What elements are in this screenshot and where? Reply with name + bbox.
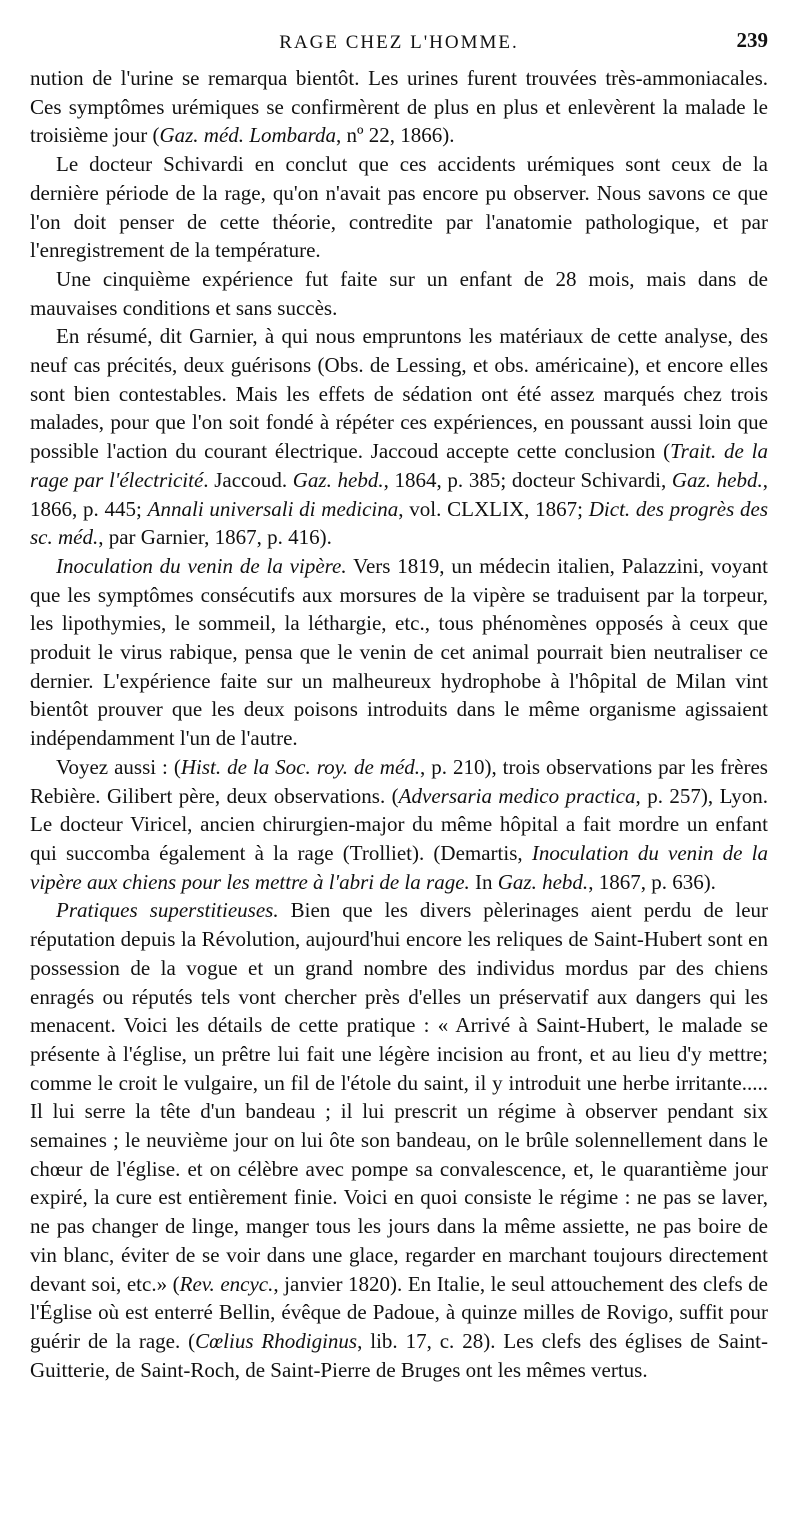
italic-text: Dict. des progrès des sc. méd. (30, 496, 769, 550)
text-run: , par Garnier, 1867, p. 416). (98, 525, 332, 550)
text-run: , 1866, p. 445; (30, 467, 768, 521)
text-run: Voyez aussi : ( (56, 754, 181, 779)
text-run: Le docteur Schivardi en conclut que ces accidents urémiques sont ceux de la dernière période de la rage, qu'on n'avait pas encore pu observer. Nous savons ce que l'on doit penser de cette théorie, contredite par l'anatomie pathologique, et par l'enregistrement de la température. (30, 152, 768, 263)
text-run: nution de l'urine se remarqua bientôt. Les urines furent trouvées très-ammoniacales. Ces symptômes urémiques se confirmèrent de plus en plus et enlevèrent la malade le troisième jour ( (30, 66, 768, 148)
italic-text: Hist. de la Soc. roy. de méd. (180, 754, 421, 779)
paragraph (30, 896, 768, 1384)
italic-text: Cœlius Rhodiginus (195, 1328, 358, 1353)
text-run: Bien que les divers pèlerinages aient perdu de leur réputation depuis la Révolution, aujourd'hui encore les reliques de Saint-Hubert sont en possession de la vogue et un grand nombre des individus mordus par des chiens enragés ou réputés tels vont chercher près d'elles un préservatif aux dangers qui les menacent. Voici les détails de cette pratique : « Arrivé à Saint-Hubert, le malade se présente à l'église, un prêtre lui fait une légère incision au front, et au lieu d'y mettre; comme le croit le vulgaire, un fil de l'étole du saint, il y introduit une herbe irritante..... Il lui serre la tête d'un bandeau ; il lui prescrit un régime à observer pendant six semaines ; le neuvième jour on lui ôte son bandeau, on le brûle solennellement dans le chœur de l'église. et on célèbre avec pompe sa convalescence, et, le quarantième jour expiré, la cure est entièrement finie. Voici en quoi consiste le régime : ne pas se laver, ne pas changer de linge, manger tous les jours dans la même assiette, ne pas boire de vin blanc, éviter de se voir dans une glace, regarder en marchant toujours directement devant soi, etc.» ( (30, 898, 769, 1296)
italic-text: Pratiques superstitieuses. (56, 898, 279, 923)
paragraph (30, 64, 768, 150)
italic-text: Annali universali di medicina (147, 496, 399, 521)
page-body (30, 64, 768, 1384)
italic-text: Inoculation du venin de la vipère aux chiens pour les mettre à l'abri de la rage. (30, 840, 768, 894)
paragraph (30, 552, 768, 753)
text-run: , p. 210), trois observations par les frères Rebière. Gilibert père, deux observations. ( (30, 754, 768, 808)
text-run: , janvier 1820). En Italie, le seul attouchement des clefs de l'Église où est enterré Bellin, évêque de Padoue, à quinze milles de Rovigo, suffit pour guérir de la rage. ( (30, 1271, 768, 1353)
text-run: , 1867, p. 636). (588, 869, 716, 894)
paragraph (30, 150, 768, 265)
text-run: In (469, 869, 498, 894)
text-run: Une cinquième expérience fut faite sur un enfant de 28 mois, mais dans de mauvaises conditions et sans succès. (30, 266, 768, 320)
text-run: , lib. 17, c. 28). Les clefs des églises de Saint-Guitterie, de Saint-Roch, de Saint-Pierre de Bruges ont les mêmes vertus. (30, 1328, 768, 1382)
paragraph (30, 265, 768, 322)
paragraph (30, 322, 768, 552)
italic-text: Inoculation du venin de la vipère. (56, 553, 347, 578)
text-run: , 1864, p. 385; docteur Schivardi, (383, 467, 672, 492)
italic-text: Gaz. méd. Lombarda (159, 123, 337, 148)
paragraph (30, 753, 768, 897)
running-head (30, 28, 768, 56)
running-head-title: RAGE CHEZ L'HOMME. (279, 32, 519, 53)
text-run: , nº 22, 1866). (336, 123, 455, 148)
text-run: En résumé, dit Garnier, à qui nous empruntons les matériaux de cette analyse, des neuf cas précités, deux guérisons (Obs. de Lessing, et obs. américaine), et encore elles sont bien contestables. Mais les effets de sédation ont été assez marqués chez trois malades, pour que l'on soit fondé à répéter ces expériences, en poussant aussi loin que possible l'action du courant électrique. Jaccoud accepte cette conclusion ( (30, 324, 768, 464)
italic-text: Gaz. hebd. (292, 467, 384, 492)
text-run: Vers 1819, un médecin italien, Palazzini, voyant que les symptômes consécutifs aux morsures de la vipère se traduisent par la torpeur, les lipothymies, le sommeil, la léthargie, etc., tous phénomènes opposés à ceux que produit le virus rabique, pensa que le venin de cet animal pourrait bien neutraliser ce dernier. L'expérience faite sur un malheureux hydrophobe à l'hôpital de Milan vint bientôt prouver que les deux poisons introduits dans le même organisme agissaient indépendamment l'un de l'autre. (30, 553, 769, 751)
italic-text: Trait. de la rage par l'électricité (30, 439, 768, 492)
text-run: , vol. CLXLIX, 1867; (398, 496, 589, 521)
italic-text: Gaz. hebd. (497, 869, 589, 894)
italic-text: Rev. encyc. (179, 1271, 274, 1296)
italic-text: Gaz. hebd. (671, 467, 763, 492)
text-run: . Jaccoud. (203, 467, 293, 492)
page-number: 239 (736, 28, 768, 52)
text-run: , p. 257), Lyon. Le docteur Viricel, ancien chirurgien-major du même hôpital a fait mordre un enfant qui succomba également à la rage (Trolliet). (Demartis, (30, 783, 768, 865)
italic-text: Adversaria medico practica (398, 783, 636, 808)
